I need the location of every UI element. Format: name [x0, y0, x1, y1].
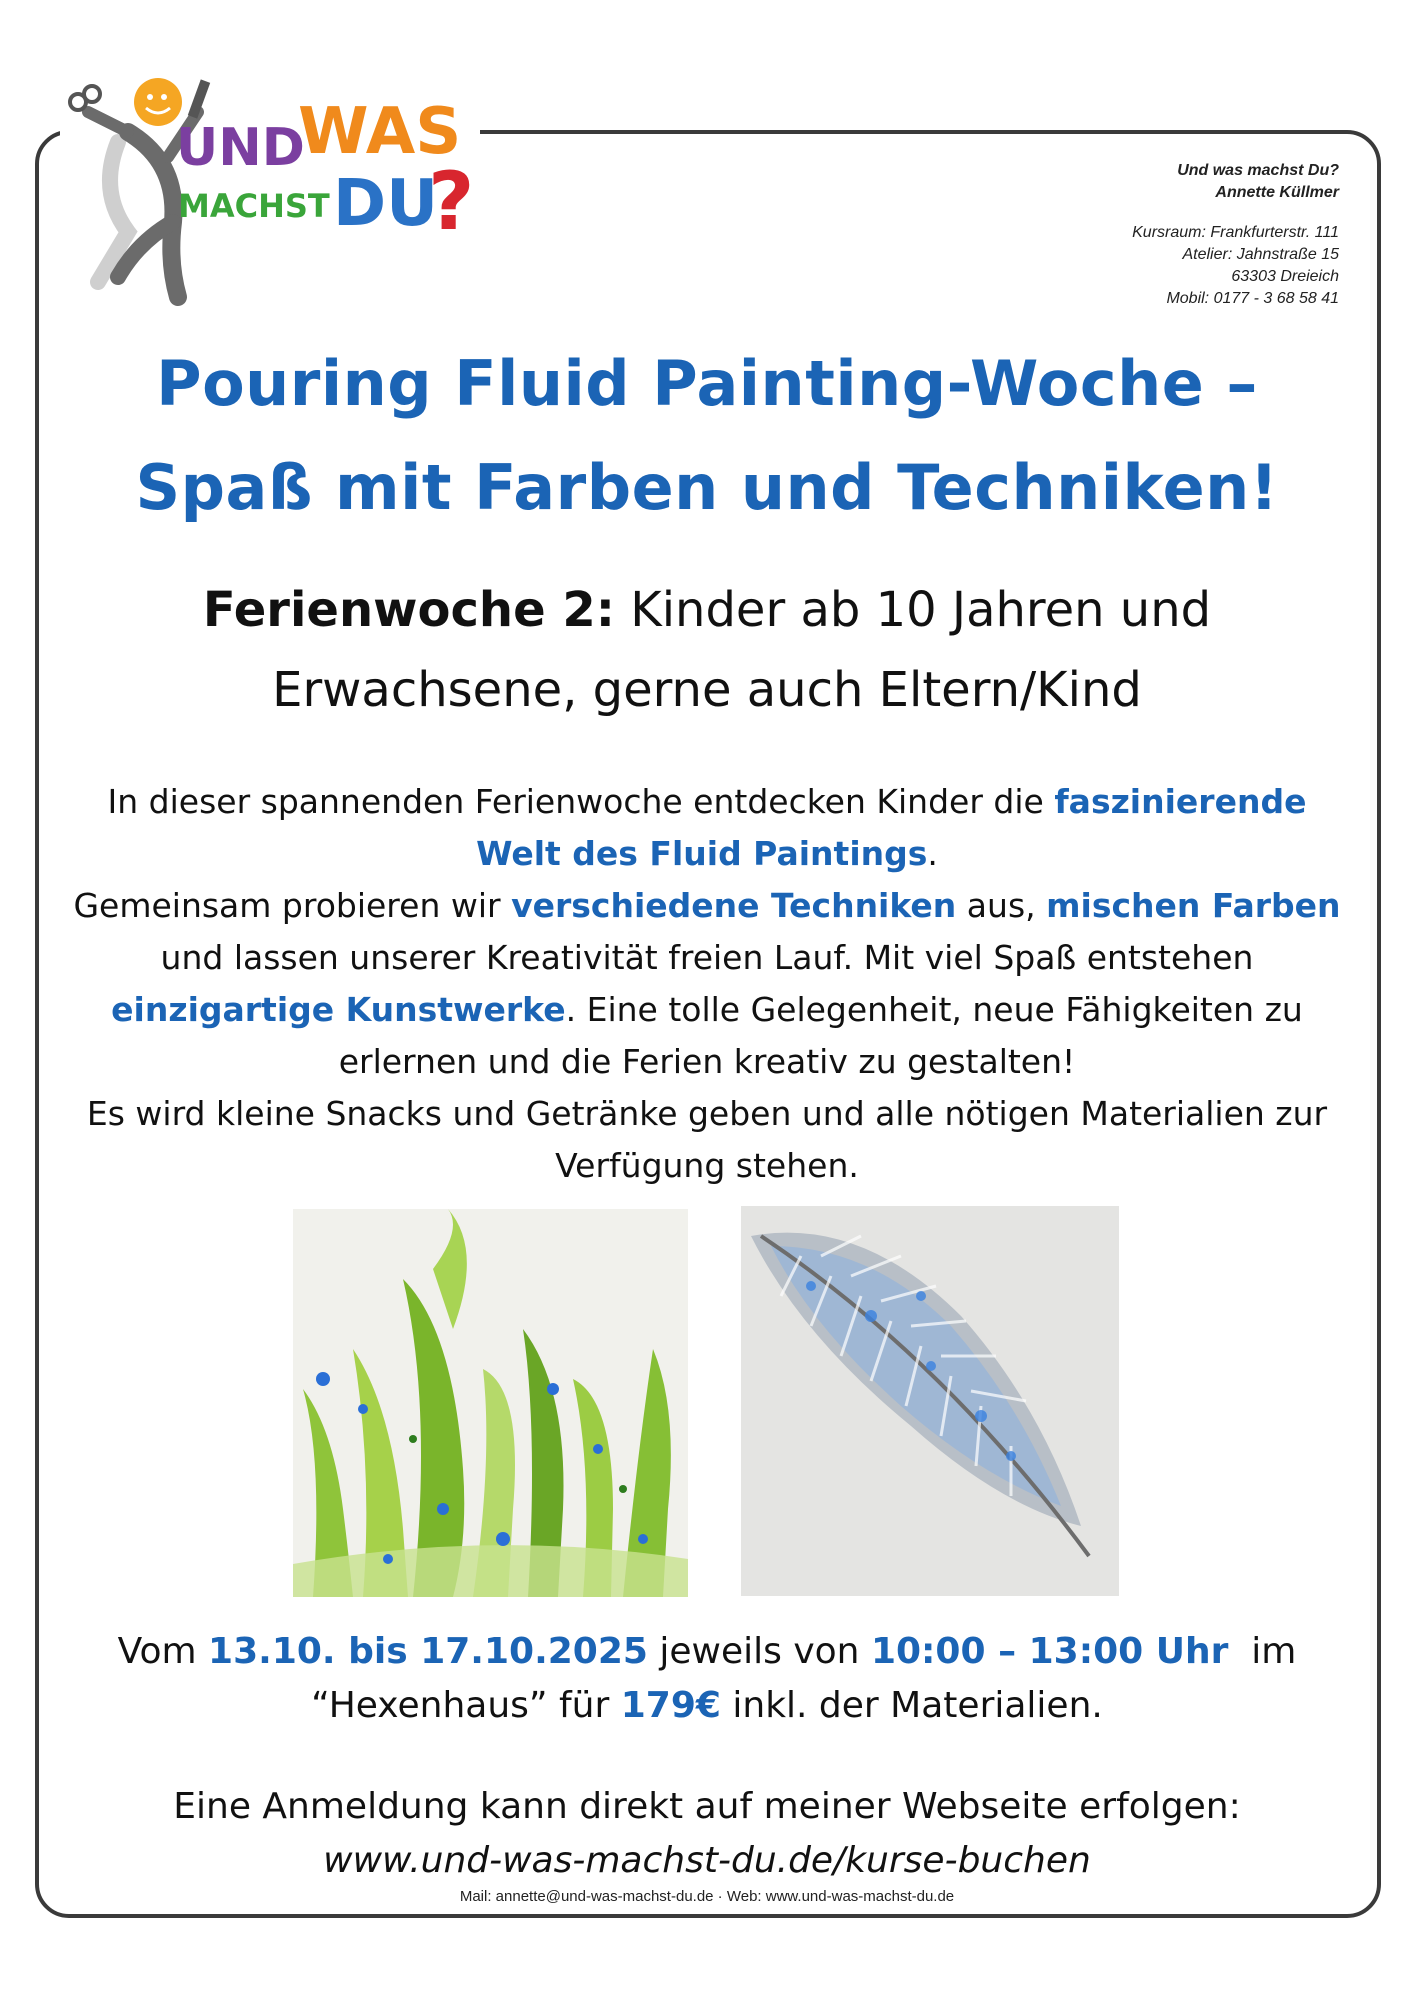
- contact-line-2: Annette Küllmer: [1215, 184, 1339, 201]
- subtitle-rest: Kinder ab 10 Jahren und: [614, 582, 1212, 638]
- logo-word-was: WAS: [298, 95, 462, 169]
- footer-contact: Mail: annette@und-was-machst-du.de · Web: www.und-was-machst-du.de: [459, 1888, 955, 1905]
- signup-link[interactable]: www.und-was-machst-du.de/kurse-buchen: [323, 1840, 1091, 1881]
- logo-word-und: UND: [176, 118, 305, 178]
- highlight-span: faszinierende Welt des Fluid Paintings: [476, 782, 1307, 873]
- text-span: im: [1228, 1631, 1297, 1672]
- text-span: inkl. der Materialien.: [720, 1685, 1103, 1726]
- text-span: Vom: [117, 1631, 209, 1672]
- text-span: . Eine tolle Gelegenheit, neue Fähigkeiten zu erlernen und die Ferien kreativ zu gestalten!: [338, 990, 1303, 1081]
- title-line-2: Spaß mit Farben und Techniken!: [135, 451, 1279, 524]
- brand-logo: [58, 72, 528, 312]
- subtitle-line-2: Erwachsene, gerne auch Eltern/Kind: [272, 662, 1142, 718]
- title-line-1: Pouring Fluid Painting-Woche –: [156, 347, 1258, 420]
- contact-line-1: Und was machst Du?: [1177, 162, 1339, 179]
- time-range: 10:00 – 13:00 Uhr: [870, 1631, 1229, 1672]
- page-title: [0, 332, 1414, 540]
- text-span: In dieser spannenden Ferienwoche entdecken Kinder die: [107, 782, 1055, 821]
- date-range: 13.10. bis 17.10.2025: [208, 1631, 648, 1672]
- paragraph-3: Es wird kleine Snacks und Getränke geben und alle nötigen Materialien zur Verfügung stehen.: [86, 1094, 1328, 1185]
- contact-line-3: Kursraum: Frankfurterstr. 111: [1132, 224, 1339, 241]
- painting-flowers-image: [293, 1209, 688, 1597]
- logo-word-du: DU: [333, 167, 439, 241]
- description: [60, 776, 1354, 1192]
- signup-info: [0, 1780, 1414, 1888]
- paragraph-2: [60, 880, 1354, 1088]
- contact-line-5: 63303 Dreieich: [1231, 268, 1339, 285]
- logo-word-machst: MACHST: [178, 187, 330, 225]
- subtitle-bold: Ferienwoche 2:: [202, 582, 615, 638]
- course-dates: [0, 1625, 1414, 1733]
- price: 179€: [620, 1685, 721, 1726]
- text-span: und lassen unserer Kreativität freien Lauf. Mit viel Spaß entstehen: [160, 938, 1254, 977]
- contact-block: [919, 160, 1339, 310]
- dates-line-1: [0, 1625, 1414, 1679]
- text-span: Gemeinsam probieren wir: [73, 886, 512, 925]
- text-span: .: [927, 834, 938, 873]
- subtitle: [0, 570, 1414, 730]
- highlight-span: einzigartige Kunstwerke: [111, 990, 566, 1029]
- text-span: aus,: [956, 886, 1047, 925]
- contact-line-6: Mobil: 0177 - 3 68 58 41: [1166, 290, 1339, 307]
- highlight-span: mischen Farben: [1046, 886, 1341, 925]
- logo-question-mark: ?: [428, 155, 475, 248]
- contact-line-4: Atelier: Jahnstraße 15: [1182, 246, 1339, 263]
- text-span: jeweils von: [647, 1631, 871, 1672]
- highlight-span: verschiedene Techniken: [511, 886, 957, 925]
- text-span: “Hexenhaus” für: [311, 1685, 621, 1726]
- signup-line: Eine Anmeldung kann direkt auf meiner Webseite erfolgen:: [173, 1786, 1241, 1827]
- dates-line-2: [0, 1679, 1414, 1733]
- paragraph-1: [60, 776, 1354, 880]
- painting-feather-image: [741, 1206, 1119, 1596]
